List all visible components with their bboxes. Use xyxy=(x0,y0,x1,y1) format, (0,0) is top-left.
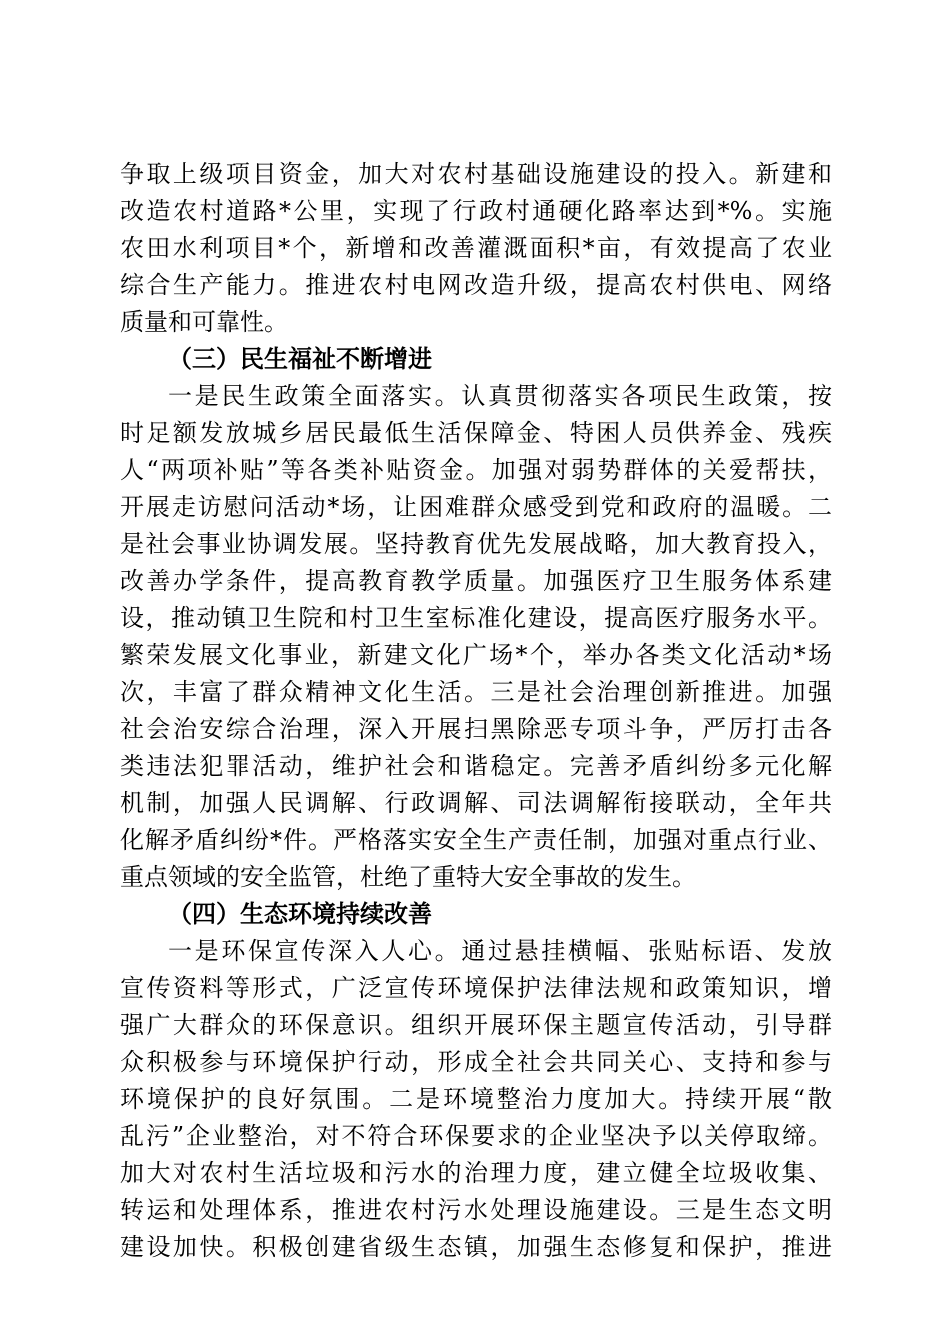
text-line: 改造农村道路*公里，实现了行政村通硬化路率达到*%。实施 xyxy=(120,197,832,225)
text-line: 改善办学条件，提高教育教学质量。加强医疗卫生服务体系建 xyxy=(120,567,832,595)
text-line: 转运和处理体系，推进农村污水处理设施建设。三是生态文明 xyxy=(120,1196,832,1224)
text-line: 重点领域的安全监管，杜绝了重特大安全事故的发生。 xyxy=(120,863,696,891)
text-line: 宣传资料等形式，广泛宣传环境保护法律法规和政策知识，增 xyxy=(120,974,832,1002)
text-line: 强广大群众的环保意识。组织开展环保主题宣传活动，引导群 xyxy=(120,1011,832,1039)
text-line: 类违法犯罪活动，维护社会和谐稳定。完善矛盾纠纷多元化解 xyxy=(120,752,832,780)
text-line: 次，丰富了群众精神文化生活。三是社会治理创新推进。加强 xyxy=(120,678,832,706)
text-line: 综合生产能力。推进农村电网改造升级，提高农村供电、网络 xyxy=(120,271,832,299)
text-line: 人“两项补贴”等各类补贴资金。加强对弱势群体的关爱帮扶， xyxy=(120,456,832,484)
text-line: 农田水利项目*个，新增和改善灌溉面积*亩，有效提高了农业 xyxy=(120,234,832,262)
text-line: 设，推动镇卫生院和村卫生室标准化建设，提高医疗服务水平。 xyxy=(120,604,832,632)
text-line: 开展走访慰问活动*场，让困难群众感受到党和政府的温暖。二 xyxy=(120,493,832,521)
text-line: 建设加快。积极创建省级生态镇，加强生态修复和保护，推进 xyxy=(120,1233,832,1261)
text-line: 乱污”企业整治，对不符合环保要求的企业坚决予以关停取缔。 xyxy=(120,1122,832,1150)
text-line: 繁荣发展文化事业，新建文化广场*个，举办各类文化活动*场 xyxy=(120,641,832,669)
text-line: 一是环保宣传深入人心。通过悬挂横幅、张贴标语、发放 xyxy=(168,937,832,965)
text-line: 质量和可靠性。 xyxy=(120,308,288,336)
text-line: 时足额发放城乡居民最低生活保障金、特困人员供养金、残疾 xyxy=(120,419,832,447)
text-line: 机制，加强人民调解、行政调解、司法调解衔接联动，全年共 xyxy=(120,789,832,817)
text-line: 化解矛盾纠纷*件。严格落实安全生产责任制，加强对重点行业、 xyxy=(120,826,832,854)
section-heading: （四）生态环境持续改善 xyxy=(168,899,432,928)
text-line: 社会治安综合治理，深入开展扫黑除恶专项斗争，严厉打击各 xyxy=(120,715,832,743)
text-line: 加大对农村生活垃圾和污水的治理力度，建立健全垃圾收集、 xyxy=(120,1159,832,1187)
text-line: 是社会事业协调发展。坚持教育优先发展战略，加大教育投入， xyxy=(120,530,832,558)
section-heading: （三）民生福祉不断增进 xyxy=(168,344,432,373)
text-line: 争取上级项目资金，加大对农村基础设施建设的投入。新建和 xyxy=(120,160,832,188)
text-line: 环境保护的良好氛围。二是环境整治力度加大。持续开展“散 xyxy=(120,1085,832,1113)
text-line: 一是民生政策全面落实。认真贯彻落实各项民生政策，按 xyxy=(168,382,832,410)
text-line: 众积极参与环境保护行动，形成全社会共同关心、支持和参与 xyxy=(120,1048,832,1076)
